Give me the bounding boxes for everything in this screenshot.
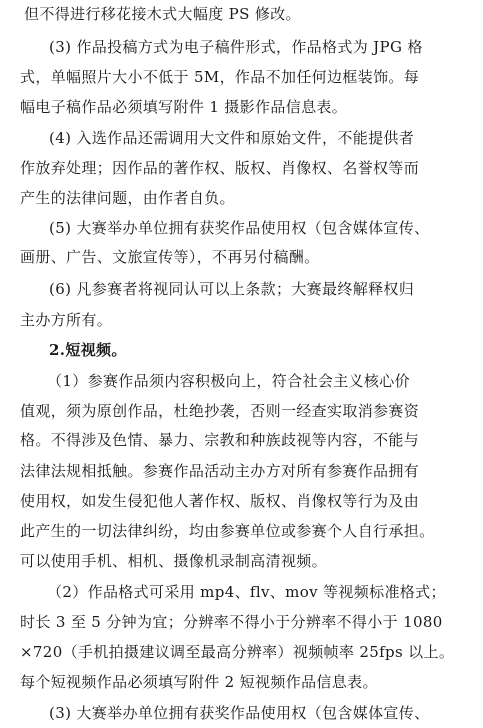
text-line: 式，单幅照片大小不低于 5M，作品不加任何边框装饰。每 — [20, 68, 420, 86]
text-line: 法律法规相抵触。参赛作品活动主办方对所有参赛作品拥有 — [20, 462, 420, 480]
text-line: (3) 作品投稿方式为电子稿件形式，作品格式为 JPG 格 — [49, 38, 423, 56]
text-line: 作放弃处理；因作品的著作权、版权、肖像权、名誉权等而 — [20, 159, 420, 177]
text-line: （2）作品格式可采用 mp4、flv、mov 等视频标准格式； — [47, 583, 446, 601]
text-line: 画册、广告、文旅宣传等），不再另付稿酬。 — [20, 248, 320, 266]
text-line: 此产生的一切法律纠纷，均由参赛单位或参赛个人自行承担。 — [20, 522, 435, 540]
text-line: 格。不得涉及色情、暴力、宗教和种族歧视等内容，不能与 — [20, 431, 420, 449]
text-line: (5) 大赛举办单位拥有获奖作品使用权（包含媒体宣传、 — [49, 219, 430, 237]
text-line: (3) 大赛举办单位拥有获奖作品使用权（包含媒体宣传、 — [49, 704, 430, 722]
text-line: (4) 入选作品还需调用大文件和原始文件，不能提供者 — [49, 129, 415, 147]
text-line: 每个短视频作品必须填写附件 2 短视频作品信息表。 — [20, 673, 378, 691]
section-heading: 2.短视频。 — [49, 341, 127, 359]
text-line: （1）参赛作品须内容积极向上，符合社会主义核心价 — [47, 372, 410, 390]
text-line: 使用权，如发生侵犯他人著作权、版权、肖像权等行为及由 — [20, 492, 420, 510]
text-line: (6) 凡参赛者将视同认可以上条款；大赛最终解释权归 — [49, 280, 415, 298]
text-line: ×720（手机拍摄建议调至最高分辨率）视频帧率 25fps 以上。 — [20, 643, 455, 661]
text-line: 幅电子稿作品必须填写附件 1 摄影作品信息表。 — [20, 98, 348, 116]
text-line: 可以使用手机、相机、摄像机录制高清视频。 — [20, 552, 328, 570]
text-line: 产生的法律问题，由作者自负。 — [20, 189, 235, 207]
text-line: 主办方所有。 — [20, 311, 113, 329]
text-line: 时长 3 至 5 分钟为宜；分辨率不得小于分辨率不得小于 1080 — [20, 613, 443, 631]
text-line: 但不得进行移花接木式大幅度 PS 修改。 — [24, 5, 301, 23]
text-line: 值观，须为原创作品，杜绝抄袭，否则一经查实取消参赛资 — [20, 402, 420, 420]
